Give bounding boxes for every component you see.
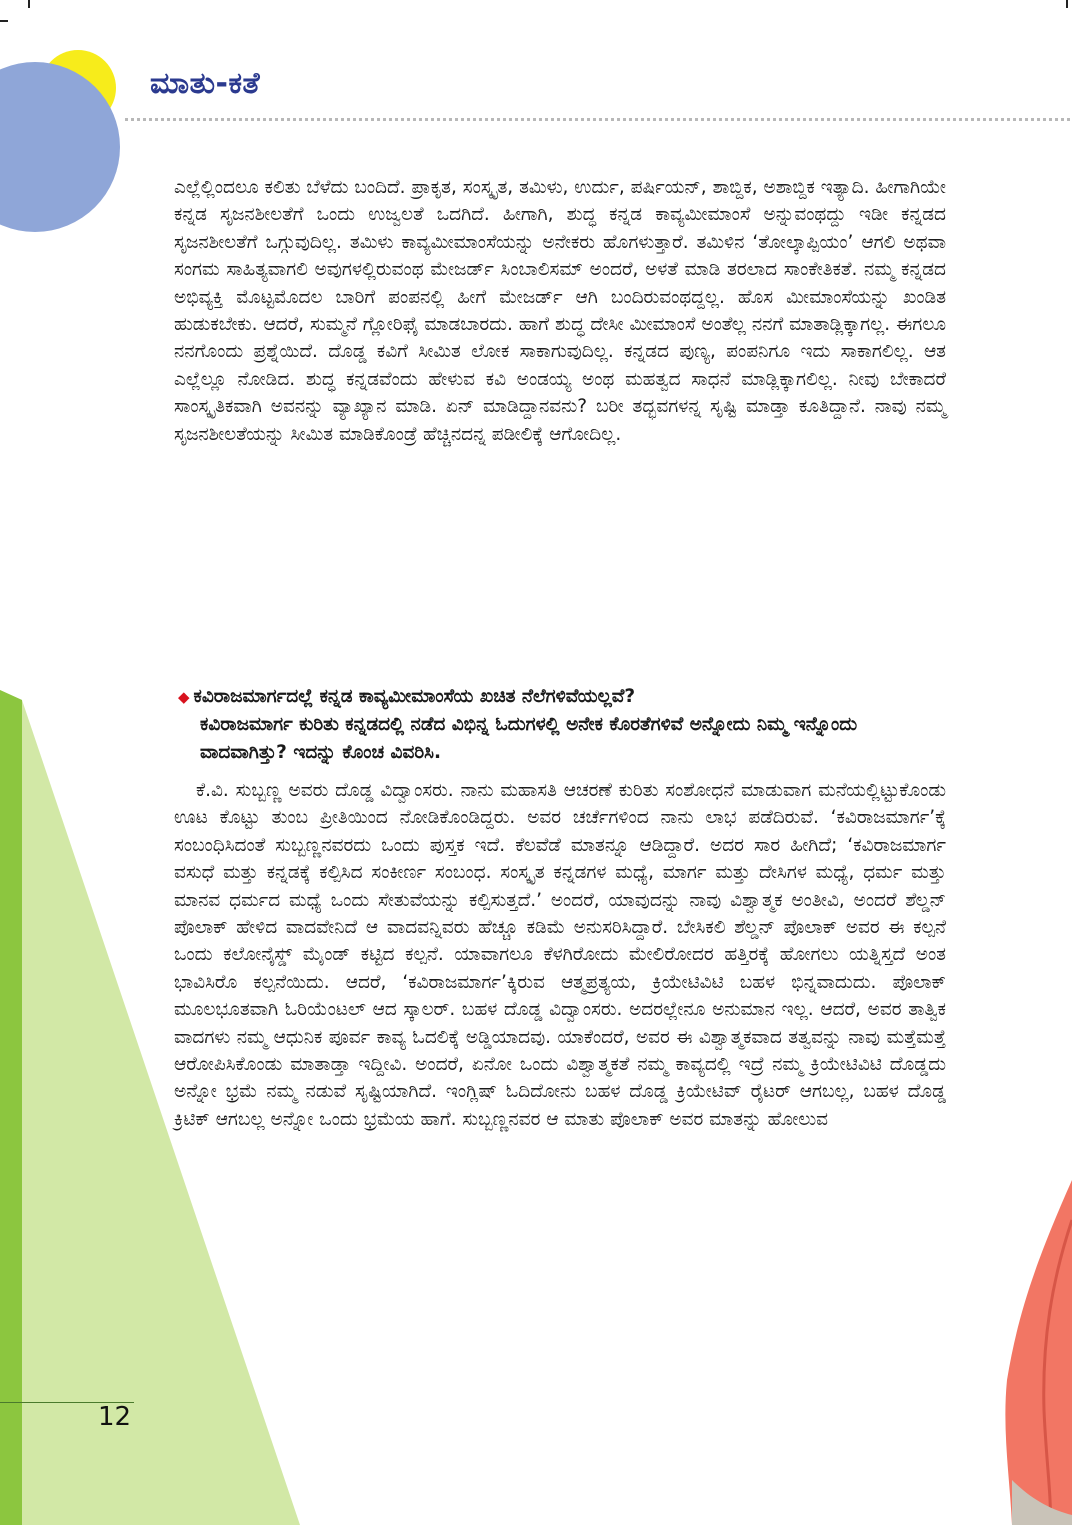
- dotted-divider: [125, 118, 1070, 121]
- answer-paragraph: ಕೆ.ವಿ. ಸುಬ್ಬಣ್ಣ ಅವರು ದೊಡ್ಡ ವಿದ್ವಾಂಸರು. ನಾನು ಮಹಾಸತಿ ಆಚರಣೆ ಕುರಿತು ಸಂಶೋಧನೆ ಮಾಡುವಾಗ ಮನೆಯಲ್ಲಿಟ್ಟುಕೊಂಡು ಊಟ ಕೊಟ್ಟು ತುಂಬ ಪ್ರೀತಿಯಿಂದ ನೋಡಿಕೊಂಡಿದ್ದರು. ಅವರ ಚರ್ಚೆಗಳಿಂದ ನಾನು ಲಾಭ ಪಡೆದಿರುವೆ. ‘ಕವಿರಾಜಮಾರ್ಗ’ಕ್ಕೆ ಸಂಬಂಧಿಸಿದಂತೆ ಸುಬ್ಬಣ್ಣನವರದು ಒಂದು ಪುಸ್ತಕ ಇದೆ. ಕೆಲವೆಡೆ ಮಾತನ್ನೂ ಆಡಿದ್ದಾರೆ. ಅದರ ಸಾರ ಹೀಗಿದೆ; ‘ಕವಿರಾಜಮಾರ್ಗ ವಸುಧೆ ಮತ್ತು ಕನ್ನಡಕ್ಕೆ ಕಲ್ಪಿಸಿದ ಸಂಕೀರ್ಣ ಸಂಬಂಧ. ಸಂಸ್ಕೃತ ಕನ್ನಡಗಳ ಮಧ್ಯೆ, ಮಾರ್ಗ ಮತ್ತು ದೇಸಿಗಳ ಮಧ್ಯೆ, ಧರ್ಮ ಮತ್ತು ಮಾನವ ಧರ್ಮದ ಮಧ್ಯೆ ಒಂದು ಸೇತುವೆಯನ್ನು ಕಲ್ಪಿಸುತ್ತದೆ.’ ಅಂದರೆ, ಯಾವುದನ್ನು ನಾವು ವಿಶ್ವಾತ್ಮಕ ಅಂತೀವಿ, ಅಂದರೆ ಶೆಲ್ಡನ್ ಪೊಲಾಕ್ ಹೇಳಿದ ವಾದವೇನಿದೆ ಆ ವಾದವನ್ನಿವರು ಹೆಚ್ಚೂ ಕಡಿಮೆ ಅನುಸರಿಸಿದ್ದಾರೆ. ಬೇಸಿಕಲಿ ಶೆಲ್ಡನ್ ಪೊಲಾಕ್ ಅವರ ಈ ಕಲ್ಪನೆ ಒಂದು ಕಲೋನೈಸ್ಡ್ ಮೈಂಡ್ ಕಟ್ಟಿದ ಕಲ್ಪನೆ. ಯಾವಾಗಲೂ ಕೆಳಗಿರೋದು ಮೇಲಿರೋದರ ಹತ್ತಿರಕ್ಕೆ ಹೋಗಲು ಯತ್ನಿಸ್ತದೆ ಅಂತ ಭಾವಿಸಿರೊ ಕಲ್ಪನೆಯಿದು. ಆದರೆ, ‘ಕವಿರಾಜಮಾರ್ಗ’ಕ್ಕಿರುವ ಆತ್ಮಪ್ರತ್ಯಯ, ಕ್ರಿಯೇಟಿವಿಟಿ ಬಹಳ ಭಿನ್ನವಾದುದು. ಪೊಲಾಕ್ ಮೂಲಭೂತವಾಗಿ ಓರಿಯೆಂಟಲ್ ಆದ ಸ್ಕಾಲರ್. ಬಹಳ ದೊಡ್ಡ ವಿದ್ವಾಂಸರು. ಅದರಲ್ಲೇನೂ ಅನುಮಾನ ಇಲ್ಲ. ಆದರೆ, ಅವರ ತಾತ್ವಿಕ ವಾದಗಳು ನಮ್ಮ ಆಧುನಿಕ ಪೂರ್ವ ಕಾವ್ಯ ಓದಲಿಕ್ಕೆ ಅಡ್ಡಿಯಾದವು. ಯಾಕೆಂದರೆ, ಅವರ ಈ ವಿಶ್ವಾತ್ಮಕವಾದ ತತ್ವವನ್ನು ನಾವು ಮತ್ತೆಮತ್ತೆ ಆರೋಪಿಸಿಕೊಂಡು ಮಾತಾಡ್ತಾ ಇದ್ದೀವಿ. ಅಂದರೆ, ಏನೋ ಒಂದು ವಿಶ್ವಾತ್ಮಕತೆ ನಮ್ಮ ಕಾವ್ಯದಲ್ಲಿ ಇದ್ರೆ ನಮ್ಮ ಕ್ರಿಯೇಟಿವಿಟಿ ದೊಡ್ಡದು ಅನ್ನೋ ಭ್ರಮೆ ನಮ್ಮ ನಡುವೆ ಸೃಷ್ಟಿಯಾಗಿದೆ. ಇಂಗ್ಲಿಷ್ ಓದಿದೋನು ಬಹಳ ದೊಡ್ಡ ಕ್ರಿಯೇಟಿವ್ ರೈಟರ್ ಆಗಬಲ್ಲ, ಬಹಳ ದೊಡ್ಡ ಕ್ರಿಟಿಕ್ ಆಗಬಲ್ಲ ಅನ್ನೋ ಒಂದು ಭ್ರಮೆಯ ಹಾಗೆ. ಸುಬ್ಬಣ್ಣನವರ ಆ ಮಾತು ಪೊಲಾಕ್ ಅವರ ಮಾತನ್ನು ಹೋಲುವ: [174, 780, 946, 1130]
- diamond-bullet-icon: ◆: [178, 688, 190, 706]
- portrait-photo-fragment: [972, 1180, 1072, 1525]
- question-text: ಕವಿರಾಜಮಾರ್ಗದಲ್ಲೆ ಕನ್ನಡ ಕಾವ್ಯಮೀಮಾಂಸೆಯ ಖಚಿತ ನೆಲೆಗಳಿವೆಯಲ್ಲವೆ?: [193, 686, 636, 707]
- section-title: ಮಾತು-ಕತೆ: [150, 66, 261, 101]
- interview-question: [178, 683, 950, 766]
- crop-mark: [1066, 0, 1068, 8]
- question-text-continued: ಕವಿರಾಜಮಾರ್ಗ ಕುರಿತು ಕನ್ನಡದಲ್ಲಿ ನಡೆದ ವಿಭಿನ್ನ ಓದುಗಳಲ್ಲಿ ಅನೇಕ ಕೊರತೆಗಳಿವೆ ಅನ್ನೋದು ನಿಮ್ಮ ಇನ್ನೊಂದು ವಾದವಾಗಿತ್ತು? ಇದನ್ನು ಕೊಂಚ ವಿವರಿಸಿ.: [200, 714, 858, 763]
- body-paragraph: ಎಲ್ಲೆಲ್ಲಿಂದಲೂ ಕಲಿತು ಬೆಳೆದು ಬಂದಿದೆ. ಪ್ರಾಕೃತ, ಸಂಸ್ಕೃತ, ತಮಿಳು, ಉರ್ದು, ಪರ್ಷಿಯನ್, ಶಾಬ್ದಿಕ, ಅಶಾಬ್ದಿಕ ಇತ್ಯಾದಿ. ಹೀಗಾಗಿಯೇ ಕನ್ನಡ ಸೃಜನಶೀಲತೆಗೆ ಒಂದು ಉಜ್ವಲತೆ ಒದಗಿದೆ. ಹೀಗಾಗಿ, ಶುದ್ಧ ಕನ್ನಡ ಕಾವ್ಯಮೀಮಾಂಸೆ ಅನ್ನುವಂಥದ್ದು ಇಡೀ ಕನ್ನಡದ ಸೃಜನಶೀಲತೆಗೆ ಒಗ್ಗುವುದಿಲ್ಲ. ತಮಿಳು ಕಾವ್ಯಮೀಮಾಂಸೆಯನ್ನು ಅನೇಕರು ಹೊಗಳುತ್ತಾರೆ. ತಮಿಳಿನ ‘ತೋಲ್ಕಾಪ್ಪಿಯಂ’ ಆಗಲಿ ಅಥವಾ ಸಂಗಮ ಸಾಹಿತ್ಯವಾಗಲಿ ಅವುಗಳಲ್ಲಿರುವಂಥ ಮೇಜರ್ಡ್ ಸಿಂಬಾಲಿಸಮ್ ಅಂದರೆ, ಅಳತೆ ಮಾಡಿ ತರಲಾದ ಸಾಂಕೇತಿಕತೆ. ನಮ್ಮ ಕನ್ನಡದ ಅಭಿವ್ಯಕ್ತಿ ಮೊಟ್ಟಮೊದಲ ಬಾರಿಗೆ ಪಂಪನಲ್ಲಿ ಹೀಗೆ ಮೇಜರ್ಡ್ ಆಗಿ ಬಂದಿರುವಂಥದ್ದಲ್ಲ. ಹೊಸ ಮೀಮಾಂಸೆಯನ್ನು ಖಂಡಿತ ಹುಡುಕಬೇಕು. ಆದರೆ, ಸುಮ್ಮನೆ ಗ್ಲೋರಿಫೈ ಮಾಡಬಾರದು. ಹಾಗೆ ಶುದ್ಧ ದೇಸೀ ಮೀಮಾಂಸೆ ಅಂತೆಲ್ಲ ನನಗೆ ಮಾತಾಡ್ಲಿಕ್ಕಾಗಲ್ಲ. ಈಗಲೂ ನನಗೊಂದು ಪ್ರಶ್ನೆಯಿದೆ. ದೊಡ್ಡ ಕವಿಗೆ ಸೀಮಿತ ಲೋಕ ಸಾಕಾಗುವುದಿಲ್ಲ. ಕನ್ನಡದ ಪುಣ್ಯ, ಪಂಪನಿಗೂ ಇದು ಸಾಕಾಗಲಿಲ್ಲ. ಆತ ಎಲ್ಲೆಲ್ಲೂ ನೋಡಿದ. ಶುದ್ಧ ಕನ್ನಡವೆಂದು ಹೇಳುವ ಕವಿ ಅಂಡಯ್ಯ ಅಂಥ ಮಹತ್ವದ ಸಾಧನೆ ಮಾಡ್ಲಿಕ್ಕಾಗಲಿಲ್ಲ. ನೀವು ಬೇಕಾದರೆ ಸಾಂಸ್ಕೃತಿಕವಾಗಿ ಅವನನ್ನು ವ್ಯಾಖ್ಯಾನ ಮಾಡಿ. ಏನ್ ಮಾಡಿದ್ದಾನವನು? ಬರೀ ತದ್ಭವಗಳನ್ನ ಸೃಷ್ಟಿ ಮಾಡ್ತಾ ಕೂತಿದ್ದಾನೆ. ನಾವು ನಮ್ಮ ಸೃಜನಶೀಲತೆಯನ್ನು ಸೀಮಿತ ಮಾಡಿಕೊಂಡ್ರೆ ಹೆಚ್ಚಿನದನ್ನ ಪಡೀಲಿಕ್ಕೆ ಆಗೋದಿಲ್ಲ.: [174, 177, 946, 445]
- page-number: 12: [98, 1402, 132, 1432]
